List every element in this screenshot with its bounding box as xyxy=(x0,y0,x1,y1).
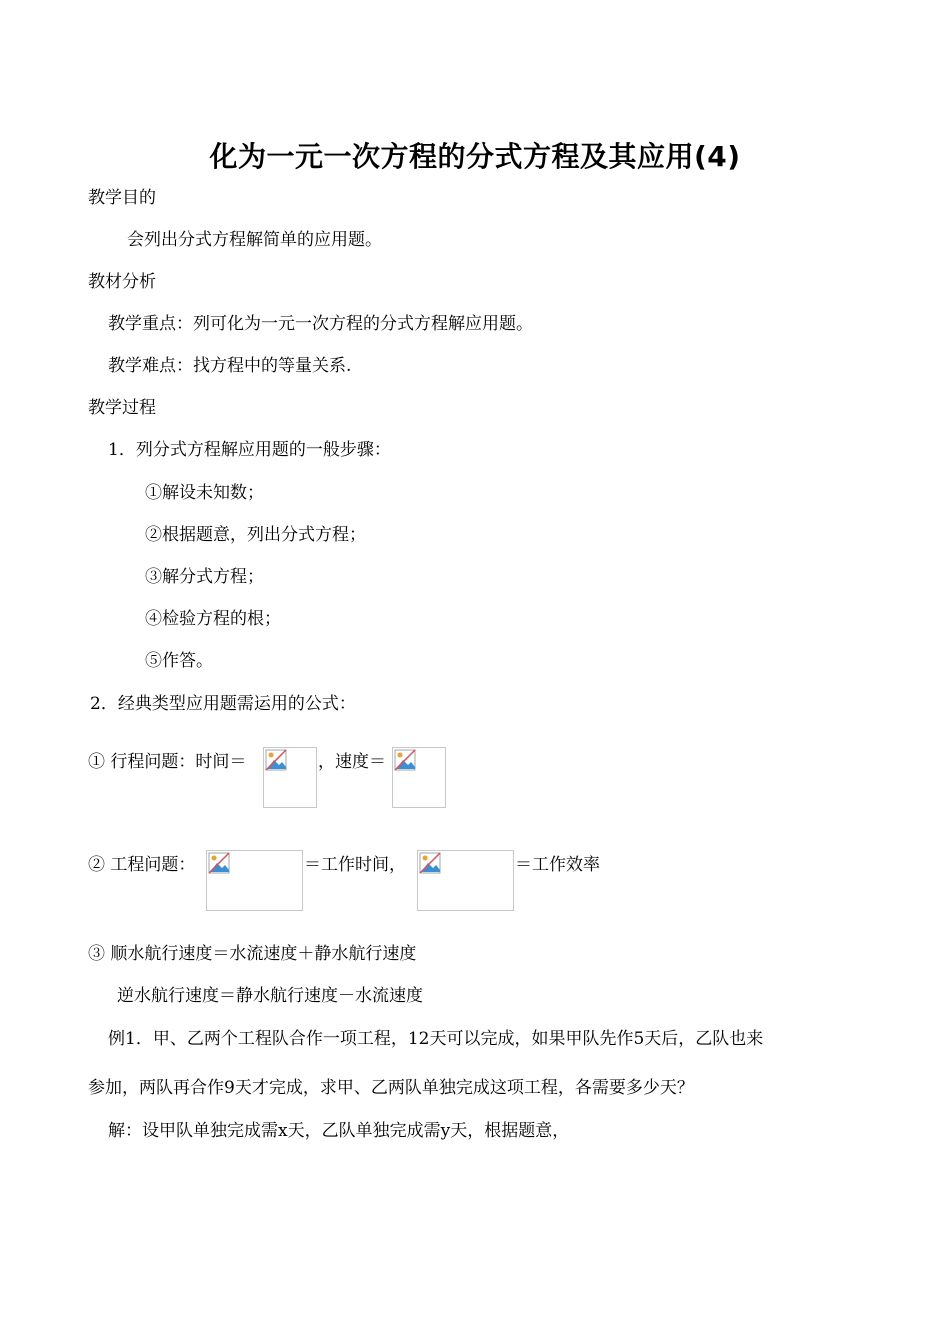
step-item: ①解设未知数； xyxy=(145,483,264,503)
process-heading: 教学过程 xyxy=(88,398,156,418)
work-middle: ＝工作时间， xyxy=(304,855,406,875)
travel-prefix: ① 行程问题：时间＝ xyxy=(88,752,247,772)
step-item: ⑤作答。 xyxy=(145,651,213,671)
analysis-heading: 教材分析 xyxy=(88,272,156,292)
key-point: 教学重点：列可化为一元一次方程的分式方程解应用题。 xyxy=(108,314,533,334)
broken-image-icon xyxy=(394,749,416,771)
document-title: 化为一元一次方程的分式方程及其应用(4) xyxy=(209,140,741,173)
broken-image-icon xyxy=(265,749,287,771)
steps-heading: 1．列分式方程解应用题的一般步骤： xyxy=(108,440,391,460)
formula-image-speed xyxy=(392,747,446,808)
formula-image-work-efficiency xyxy=(417,850,514,911)
difficult-point: 教学难点：找方程中的等量关系. xyxy=(108,356,352,376)
step-item: ②根据题意，列出分式方程； xyxy=(145,525,366,545)
broken-image-icon xyxy=(208,852,230,874)
example-line-1: 例1．甲、乙两个工程队合作一项工程，12天可以完成，如果甲队先作5天后，乙队也来 xyxy=(108,1029,764,1049)
formula-image-time xyxy=(263,747,317,808)
water-speed-line-2: 逆水航行速度＝静水航行速度－水流速度 xyxy=(117,986,423,1006)
step-item: ④检验方程的根； xyxy=(145,609,281,629)
work-suffix: ＝工作效率 xyxy=(515,855,600,875)
goal-heading: 教学目的 xyxy=(88,188,156,208)
broken-image-icon xyxy=(419,852,441,874)
solution-line: 解：设甲队单独完成需x天，乙队单独完成需y天，根据题意， xyxy=(108,1121,570,1141)
goal-text: 会列出分式方程解简单的应用题。 xyxy=(127,230,382,250)
step-item: ③解分式方程； xyxy=(145,567,264,587)
formulas-heading: 2．经典类型应用题需运用的公式： xyxy=(90,694,356,714)
travel-middle: ，速度＝ xyxy=(318,752,386,772)
water-speed-line-1: ③ 顺水航行速度＝水流速度＋静水航行速度 xyxy=(88,944,417,964)
example-line-2: 参加，两队再合作9天才完成，求甲、乙两队单独完成这项工程，各需要多少天？ xyxy=(88,1078,694,1098)
formula-image-work-time xyxy=(206,850,303,911)
work-prefix: ② 工程问题： xyxy=(88,855,196,875)
